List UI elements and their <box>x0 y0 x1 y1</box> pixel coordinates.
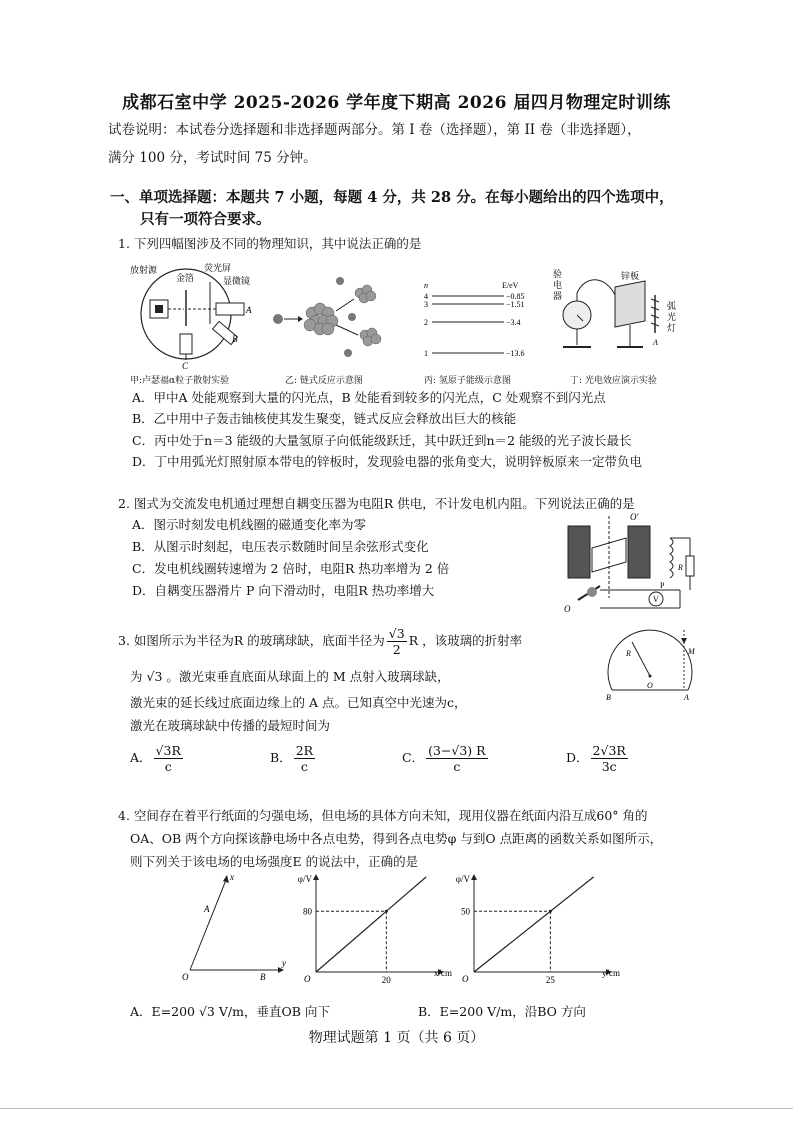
x-axis-label: x/cm <box>434 968 452 978</box>
chain-reaction-figure <box>270 275 395 360</box>
q2-option-a: A．图示时刻发电机线圈的磁通变化率为零 <box>132 517 367 532</box>
fig3-e4: −0.85 <box>506 292 525 301</box>
q4-option-b: B．E=200 V/m，沿BO 方向 <box>418 1004 586 1019</box>
glass-sphere-figure <box>604 628 696 702</box>
fig2-o: O <box>564 604 571 614</box>
fig-q4-o: O <box>182 972 189 982</box>
data-point <box>385 910 388 913</box>
origin-label: O <box>462 974 469 984</box>
fig4-lamp-2: 光 <box>667 312 677 322</box>
q1-option-c: C．丙中处于n＝3 能级的大量氢原子向低能级跃迁，其中跃迁到n＝2 能级的光子波长最长 <box>132 433 632 448</box>
q3-stem-b: R ，该玻璃的折射率 <box>408 633 523 648</box>
direction-axes-figure <box>176 872 286 982</box>
y-tick-label: 50 <box>461 906 470 917</box>
fig4-zinc: 锌板 <box>621 271 640 281</box>
generator-transformer-figure <box>560 508 710 618</box>
question-4-line1: 4. 空间存在着平行纸面的匀强电场，但电场的具体方向未知，现用仪器在纸面内沿互成60° 角的 <box>118 808 648 823</box>
page-bottom-rule <box>0 1108 793 1109</box>
data-point <box>549 910 552 913</box>
energy-level-figure <box>418 280 533 362</box>
q2-option-b: B．从图示时刻起，电压表示数随时间呈余弦形式变化 <box>132 539 429 554</box>
x-axis-label: y/cm <box>602 968 620 978</box>
fig3-e-label: E/eV <box>502 281 519 290</box>
fig1-label-a: A <box>246 305 252 315</box>
exam-description-line2: 满分 100 分，考试时间 75 分钟。 <box>108 150 317 166</box>
fig1-label-microscope: 显微镜 <box>223 276 251 286</box>
fig2-p: P <box>660 581 665 590</box>
q3-option-c: C． $\frac{(3-√3) R}{c}$ <box>402 743 486 774</box>
x-tick-label: 20 <box>381 975 391 984</box>
question-4-line3: 则下列关于该电场的电场强度E 的说法中，正确的是 <box>130 854 419 869</box>
series-line <box>474 877 594 972</box>
fig3-n-label: n <box>424 281 428 290</box>
fig4-electroscope-3: 器 <box>553 291 563 301</box>
q3-radius-fraction <box>387 626 407 657</box>
fig1-label-foil: 金箔 <box>176 273 195 283</box>
potential-chart-x <box>292 872 452 984</box>
figure-caption-jia: 甲:卢瑟福α粒子散射实验 <box>130 376 230 386</box>
q2-option-c: C．发电机线圈转速增为 2 倍时，电阻R 热功率增为 2 倍 <box>132 561 450 576</box>
fig2-o-prime: O′ <box>630 512 639 522</box>
question-1-stem: 1. 下列四幅图涉及不同的物理知识，其中说法正确的是 <box>118 236 422 251</box>
y-axis-label: φ/V <box>297 874 312 884</box>
y-axis-arrow <box>313 874 319 880</box>
origin-label: O <box>304 974 311 984</box>
photoelectric-figure <box>545 265 685 370</box>
fig3-n1: 1 <box>424 349 428 358</box>
q1-option-a: A．甲中A 处能观察到大量的闪光点，B 处能看到较多的闪光点，C 处观察不到闪光点 <box>132 390 606 405</box>
fig-q4-b: B <box>260 972 266 982</box>
fig-q3-r: R <box>626 649 631 658</box>
fig4-label-a: A <box>653 338 658 347</box>
question-3-line3: 激光束的延长线过底面边缘上的 A 点。已知真空中光速为c， <box>130 695 467 710</box>
question-3-stem-line1 <box>118 626 522 657</box>
q3-frac-num: √3 <box>388 626 405 641</box>
y-tick-label: 80 <box>303 906 312 917</box>
fig3-e3: −1.51 <box>506 300 525 309</box>
fig3-n4: 4 <box>424 292 428 301</box>
fig-q3-b: B <box>606 693 611 702</box>
fig1-label-b: B <box>232 334 238 344</box>
exam-description-line1: 试卷说明：本试卷分选择题和非选择题两部分。第 I 卷（选择题），第 II 卷（非选择题）， <box>108 122 641 138</box>
question-3-line2: 为 √3 。激光束垂直底面从球面上的 M 点射入玻璃球缺， <box>130 669 450 684</box>
question-2-stem: 2. 图式为交流发电机通过理想自耦变压器为电阻R 供电，不计发电机内阻。下列说法正确的是 <box>118 496 635 511</box>
fig4-lamp-3: 灯 <box>667 323 677 333</box>
fig4-lamp-1: 弧 <box>667 301 677 311</box>
y-axis-arrow <box>471 874 477 880</box>
q3-option-a: A． $\frac{√3R}{c}$ <box>130 743 181 774</box>
fig1-label-source: 放射源 <box>130 265 158 275</box>
q3-frac-den: 2 <box>392 642 401 657</box>
section-heading-line1: 一、单项选择题：本题共 7 小题，每题 4 分，共 28 分。在每小题给出的四个选项中， <box>110 189 674 206</box>
question-4-line2: OA、OB 两个方向探该静电场中各点电势，得到各点电势φ 与到O 点距离的函数关系如图所示， <box>130 831 663 846</box>
fig-q3-m: M <box>688 647 695 656</box>
fig-q3-o: O <box>647 681 653 690</box>
q3-option-b: B． $\frac{2R}{c}$ <box>270 743 314 774</box>
q2-option-d: D．自耦变压器滑片 P 向下滑动时，电阻R 热功率增大 <box>132 583 435 598</box>
fig3-n3: 3 <box>424 300 428 309</box>
fig4-electroscope-2: 电 <box>553 280 563 290</box>
question-3-line4: 激光在玻璃球缺中传播的最短时间为 <box>130 718 331 733</box>
fig4-electroscope-1: 验 <box>553 269 563 279</box>
section-heading-line2: 只有一项符合要求。 <box>140 211 271 228</box>
page-title: 成都石室中学 2025-2026 学年度下期高 2026 届四月物理定时训练 <box>122 93 671 113</box>
q1-option-b: B．乙中用中子轰击铀核使其发生聚变，链式反应会释放出巨大的核能 <box>132 411 517 426</box>
fig3-e1: −13.6 <box>506 349 525 358</box>
q3-option-d: D． $\frac{2√3R}{3c}$ <box>566 743 626 774</box>
fig3-n2: 2 <box>424 318 428 327</box>
rutherford-scattering-figure <box>128 262 258 372</box>
fig-q4-x: x <box>230 872 234 882</box>
potential-chart-y <box>450 872 620 984</box>
y-axis-label: φ/V <box>455 874 470 884</box>
figure-caption-ding: 丁: 光电效应演示实验 <box>570 376 657 386</box>
series-line <box>316 877 426 972</box>
x-tick-label: 25 <box>545 975 555 984</box>
figure-caption-yi: 乙: 链式反应示意图 <box>285 376 363 386</box>
figure-caption-bing: 丙: 氢原子能级示意图 <box>424 376 511 386</box>
fig3-e2: −3.4 <box>506 318 521 327</box>
page-footer: 物理试题第 1 页（共 6 页） <box>308 1030 485 1046</box>
fig1-label-screen: 荧光屏 <box>204 263 232 273</box>
fig-q4-a: A <box>204 904 210 914</box>
fig1-label-c: C <box>182 361 189 371</box>
fig2-voltmeter: V <box>653 595 659 604</box>
fig-q4-y: y <box>282 958 286 968</box>
fig2-r: R <box>678 563 683 572</box>
q1-option-d: D．丁中用弧光灯照射原本带电的锌板时，发现验电器的张角变大，说明锌板原来一定带负电 <box>132 454 643 469</box>
q3-stem-a: 3. 如图所示为半径为R 的玻璃球缺，底面半径为 <box>118 633 385 648</box>
fig-q3-a: A <box>684 693 689 702</box>
q4-option-a: A．E=200 √3 V/m，垂直OB 向下 <box>130 1004 330 1019</box>
